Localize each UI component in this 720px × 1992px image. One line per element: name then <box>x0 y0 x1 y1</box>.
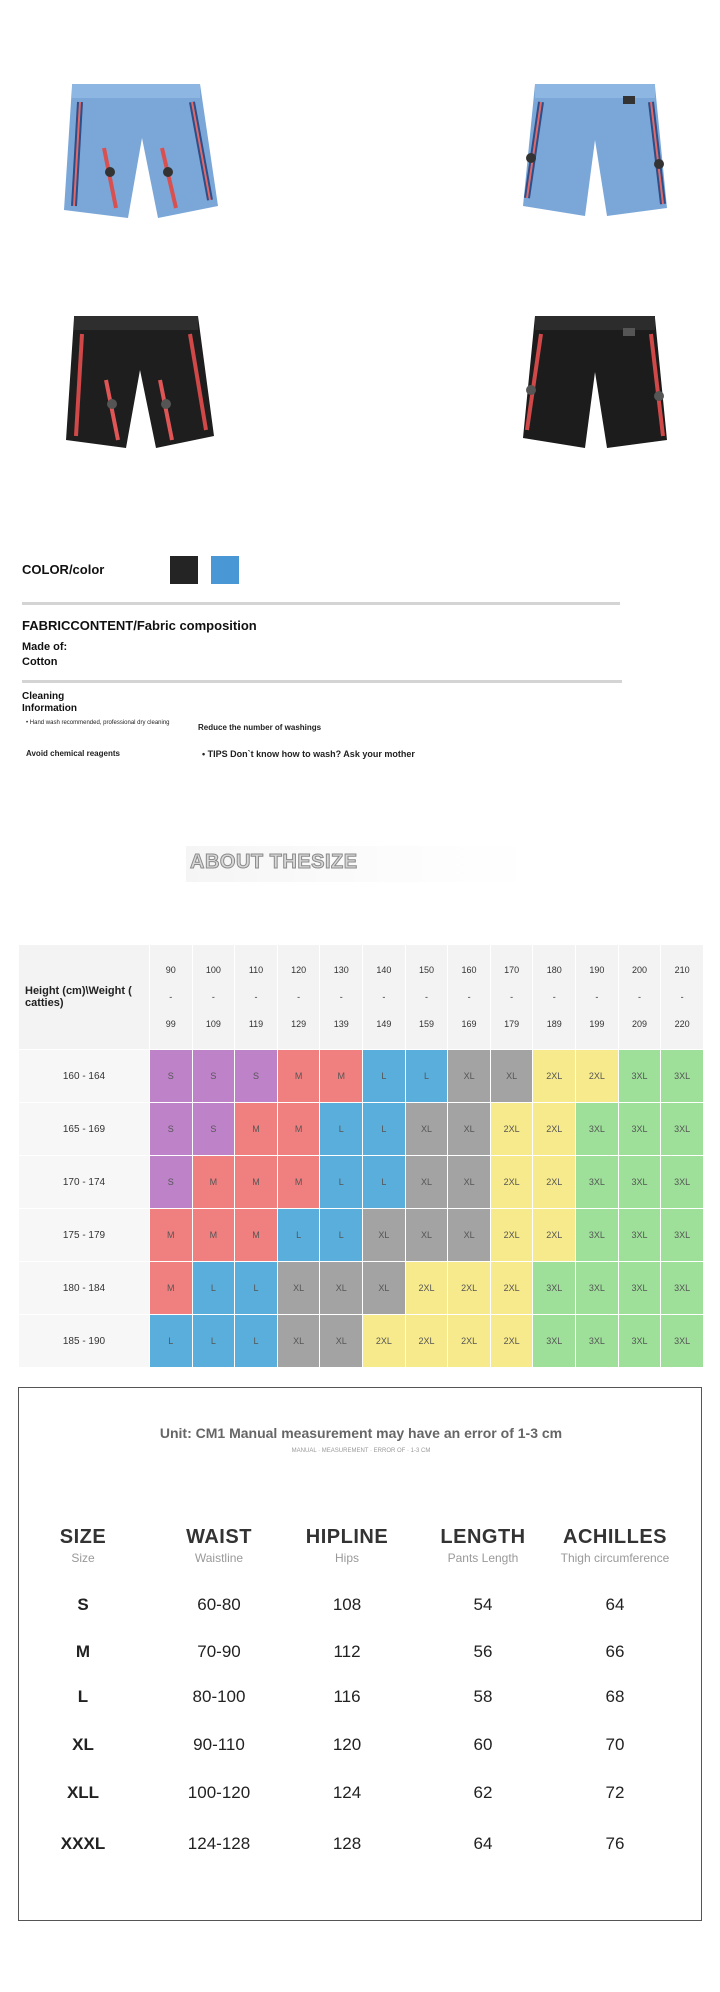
weight-range-part: - <box>254 992 258 1002</box>
measurement-waist-value: 100-120 <box>187 1783 251 1802</box>
measurement-card <box>18 1387 702 1921</box>
size-cell: 3XL <box>661 1315 704 1368</box>
size-cell: 2XL <box>533 1103 576 1156</box>
weight-range-part: 159 <box>418 1019 434 1029</box>
size-cell: 2XL <box>405 1315 448 1368</box>
size-cell: 3XL <box>618 1209 661 1262</box>
size-cell: XL <box>490 1050 533 1103</box>
size-cell: 2XL <box>490 1156 533 1209</box>
size-chart-row <box>19 1209 704 1262</box>
weight-range-part: 200 <box>631 965 648 975</box>
size-cell: S <box>192 1050 235 1103</box>
weight-range-part: 140 <box>376 965 392 975</box>
size-cell: L <box>192 1315 235 1368</box>
weight-range-part: 90 <box>165 965 176 975</box>
size-cell: 2XL <box>490 1262 533 1315</box>
size-cell: 3XL <box>618 1156 661 1209</box>
weight-range-part: - <box>211 992 215 1002</box>
weight-range-header <box>576 945 619 1050</box>
size-cell: 2XL <box>490 1103 533 1156</box>
measurement-waist-value: 90-110 <box>193 1735 245 1754</box>
weight-range-part: - <box>510 992 514 1002</box>
size-cell: 2XL <box>448 1262 491 1315</box>
weight-range-part: - <box>680 992 684 1002</box>
weight-range-header <box>320 945 363 1050</box>
product-image-blue-front <box>50 68 230 228</box>
size-cell: L <box>363 1103 406 1156</box>
weight-range-part: - <box>552 992 556 1002</box>
height-range-label: 180 - 184 <box>19 1262 150 1315</box>
color-swatch-blue[interactable] <box>211 556 239 584</box>
about-size-title: ABOUT THESIZE <box>190 851 358 873</box>
measurement-hip-value: 120 <box>332 1735 362 1754</box>
weight-range-part: - <box>424 992 428 1002</box>
size-cell: M <box>277 1156 320 1209</box>
measurement-thigh-value: 72 <box>605 1783 625 1802</box>
size-cell: 3XL <box>618 1050 661 1103</box>
weight-range-header <box>235 945 278 1050</box>
column-subtitle: Pants Length <box>447 1551 519 1565</box>
size-cell: L <box>277 1209 320 1262</box>
size-cell: S <box>192 1103 235 1156</box>
weight-range-part: - <box>382 992 386 1002</box>
size-cell: L <box>235 1262 278 1315</box>
measurement-waist-value: 70-90 <box>197 1642 241 1661</box>
weight-range-part: 220 <box>674 1019 690 1029</box>
divider <box>22 602 620 605</box>
size-cell: XL <box>363 1209 406 1262</box>
weight-range-part: 119 <box>248 1019 264 1029</box>
size-cell: L <box>320 1103 363 1156</box>
weight-range-part: - <box>595 992 599 1002</box>
column-title: ACHILLES <box>563 1526 667 1548</box>
weight-range-header <box>448 945 491 1050</box>
weight-range-header <box>405 945 448 1050</box>
measurement-thigh-value: 68 <box>605 1687 625 1706</box>
size-cell: 3XL <box>618 1262 661 1315</box>
weight-range-part: 209 <box>631 1019 648 1029</box>
measurement-hip-value: 112 <box>333 1642 361 1661</box>
size-cell: 2XL <box>533 1156 576 1209</box>
measurement-length-value: 60 <box>473 1735 493 1754</box>
weight-range-part: - <box>638 992 641 1002</box>
column-title: WAIST <box>186 1526 252 1548</box>
size-cell: M <box>235 1156 278 1209</box>
size-cell: M <box>277 1103 320 1156</box>
size-cell: L <box>405 1050 448 1103</box>
size-cell: M <box>320 1050 363 1103</box>
size-cell: L <box>235 1315 278 1368</box>
weight-range-part: - <box>169 992 173 1002</box>
fabric-material: Cotton <box>22 656 58 668</box>
weight-range-part: 170 <box>504 965 520 975</box>
color-label: COLOR/color <box>22 562 105 577</box>
size-cell: XL <box>405 1209 448 1262</box>
weight-range-part: 150 <box>418 965 434 975</box>
size-cell: M <box>235 1209 278 1262</box>
size-cell: 2XL <box>533 1050 576 1103</box>
unit-note: Unit: CM1 Manual measurement may have an error of 1-3 cm <box>159 1425 563 1441</box>
weight-range-header <box>618 945 661 1050</box>
size-cell: M <box>192 1209 235 1262</box>
size-cell: S <box>235 1050 278 1103</box>
weight-range-part: - <box>339 992 343 1002</box>
measurement-size-value: XLL <box>66 1783 100 1802</box>
size-cell: L <box>192 1262 235 1315</box>
weight-range-part: 180 <box>546 965 562 975</box>
measurement-length-value: 56 <box>473 1642 493 1661</box>
weight-range-part: 189 <box>546 1019 562 1029</box>
cleaning-tip-ask-mother: • TIPS Don`t know how to wash? Ask your mother <box>202 749 415 759</box>
size-chart-row <box>19 1315 704 1368</box>
size-chart-row <box>19 1103 704 1156</box>
height-range-label: 165 - 169 <box>19 1103 150 1156</box>
weight-range-header <box>277 945 320 1050</box>
size-cell: XL <box>320 1262 363 1315</box>
column-title: LENGTH <box>440 1526 526 1548</box>
weight-range-header <box>490 945 533 1050</box>
size-cell: 3XL <box>576 1103 619 1156</box>
size-chart-row <box>19 1262 704 1315</box>
height-range-label: 160 - 164 <box>19 1050 150 1103</box>
column-subtitle: Hips <box>334 1551 359 1565</box>
weight-range-part: 110 <box>248 965 264 975</box>
size-chart-header-row <box>19 945 704 1050</box>
height-range-label: 175 - 179 <box>19 1209 150 1262</box>
weight-range-part: 160 <box>461 965 477 975</box>
column-subtitle: Thigh circumference <box>560 1551 670 1565</box>
weight-range-part: 139 <box>333 1019 349 1029</box>
size-cell: M <box>150 1262 193 1315</box>
size-cell: L <box>150 1315 193 1368</box>
measurement-hip-value: 128 <box>332 1834 362 1853</box>
weight-range-part: 210 <box>674 965 690 975</box>
size-cell: 2XL <box>576 1050 619 1103</box>
weight-range-part: 169 <box>461 1019 477 1029</box>
weight-range-part: 100 <box>205 965 221 975</box>
size-cell: XL <box>448 1156 491 1209</box>
size-cell: S <box>150 1050 193 1103</box>
size-cell: XL <box>448 1050 491 1103</box>
column-title: HIPLINE <box>305 1526 389 1548</box>
size-cell: M <box>277 1050 320 1103</box>
size-cell: M <box>235 1103 278 1156</box>
size-cell: 3XL <box>576 1156 619 1209</box>
size-cell: 2XL <box>448 1315 491 1368</box>
cleaning-tip-reduce-washing: Reduce the number of washings <box>198 723 322 732</box>
size-cell: 2XL <box>363 1315 406 1368</box>
measurement-hip-value: 116 <box>333 1687 361 1706</box>
weight-range-part: 99 <box>165 1019 176 1029</box>
weight-range-part: - <box>467 992 471 1002</box>
size-cell: L <box>363 1050 406 1103</box>
measurement-size-value: S <box>77 1595 89 1614</box>
size-cell: XL <box>448 1209 491 1262</box>
divider <box>22 680 622 683</box>
size-cell: 3XL <box>576 1209 619 1262</box>
column-title: SIZE <box>59 1526 107 1548</box>
product-image-black-back <box>505 300 685 460</box>
size-cell: 3XL <box>661 1156 704 1209</box>
size-cell: XL <box>363 1262 406 1315</box>
height-range-label: 185 - 190 <box>19 1315 150 1368</box>
size-cell: 3XL <box>576 1315 619 1368</box>
product-image-blue-back <box>505 68 685 228</box>
weight-range-part: 120 <box>291 965 307 975</box>
measurement-hip-value: 108 <box>332 1595 362 1614</box>
measurement-waist-value: 80-100 <box>192 1687 246 1706</box>
size-cell: 2XL <box>533 1209 576 1262</box>
measurement-thigh-value: 64 <box>605 1595 625 1614</box>
size-cell: 2XL <box>490 1315 533 1368</box>
weight-range-part: 129 <box>291 1019 307 1029</box>
size-cell: 3XL <box>661 1050 704 1103</box>
size-cell: 3XL <box>661 1262 704 1315</box>
size-cell: M <box>150 1209 193 1262</box>
size-cell: 3XL <box>533 1262 576 1315</box>
size-cell: 3XL <box>618 1315 661 1368</box>
measurement-thigh-value: 76 <box>605 1834 625 1853</box>
color-swatch-black[interactable] <box>170 556 198 584</box>
weight-range-header <box>533 945 576 1050</box>
weight-range-part: 109 <box>205 1019 221 1029</box>
size-cell: XL <box>448 1103 491 1156</box>
fabric-heading: FABRICCONTENT/Fabric composition <box>22 618 257 633</box>
measurement-size-value: M <box>75 1642 91 1661</box>
weight-range-header <box>363 945 406 1050</box>
size-cell: S <box>150 1156 193 1209</box>
size-chart-row <box>19 1156 704 1209</box>
weight-range-part: 130 <box>333 965 349 975</box>
measurement-length-value: 62 <box>473 1783 493 1802</box>
size-cell: 3XL <box>661 1103 704 1156</box>
size-cell: 3XL <box>661 1209 704 1262</box>
measurement-length-value: 58 <box>473 1687 493 1706</box>
size-cell: 2XL <box>490 1209 533 1262</box>
weight-range-header <box>150 945 193 1050</box>
made-of-label: Made of: <box>22 641 68 653</box>
size-chart-table <box>18 944 704 1368</box>
size-cell: XL <box>320 1315 363 1368</box>
size-cell: 3XL <box>576 1262 619 1315</box>
measurement-size-value: XXXL <box>60 1834 106 1853</box>
weight-range-header <box>661 945 704 1050</box>
size-cell: XL <box>277 1262 320 1315</box>
size-cell: XL <box>277 1315 320 1368</box>
weight-range-part: - <box>297 992 301 1002</box>
size-cell: XL <box>405 1103 448 1156</box>
size-cell: XL <box>405 1156 448 1209</box>
cleaning-heading-line1: Cleaning <box>22 691 65 702</box>
measurement-size-value: XL <box>72 1735 94 1754</box>
measurement-column-header <box>535 1526 695 1565</box>
measurement-waist-value: 124-128 <box>187 1834 251 1853</box>
size-cell: 3XL <box>618 1103 661 1156</box>
height-range-label: 170 - 174 <box>19 1156 150 1209</box>
measurement-size-value: L <box>77 1687 89 1706</box>
size-cell: 2XL <box>405 1262 448 1315</box>
measurement-thigh-value: 66 <box>605 1642 625 1661</box>
weight-range-part: 199 <box>589 1019 605 1029</box>
product-image-black-front <box>50 300 230 460</box>
measurement-length-value: 54 <box>473 1595 493 1614</box>
size-cell: L <box>320 1209 363 1262</box>
measurement-length-value: 64 <box>473 1834 493 1853</box>
size-cell: L <box>320 1156 363 1209</box>
cleaning-heading-line2: Information <box>22 703 77 714</box>
weight-range-part: 190 <box>589 965 605 975</box>
weight-range-part: 149 <box>376 1019 392 1029</box>
measurement-thigh-value: 70 <box>605 1735 625 1754</box>
cleaning-tip-avoid-chemicals: Avoid chemical reagents <box>26 749 120 758</box>
size-cell: M <box>192 1156 235 1209</box>
weight-range-header <box>192 945 235 1050</box>
size-cell: L <box>363 1156 406 1209</box>
size-cell: S <box>150 1103 193 1156</box>
measurement-hip-value: 124 <box>332 1783 362 1802</box>
unit-note-small: MANUAL · MEASUREMENT · ERROR OF · 1-3 CM <box>291 1448 431 1454</box>
cleaning-tip-hand-wash: • Hand wash recommended, professional dry cleaning <box>26 720 170 726</box>
size-chart-row <box>19 1050 704 1103</box>
weight-range-part: 179 <box>504 1019 520 1029</box>
measurement-waist-value: 60-80 <box>197 1595 241 1614</box>
size-chart-corner-label: Height (cm)\Weight ( catties) <box>19 945 150 1050</box>
column-subtitle: Size <box>71 1551 95 1565</box>
column-subtitle: Waistline <box>194 1551 244 1565</box>
size-cell: 3XL <box>533 1315 576 1368</box>
